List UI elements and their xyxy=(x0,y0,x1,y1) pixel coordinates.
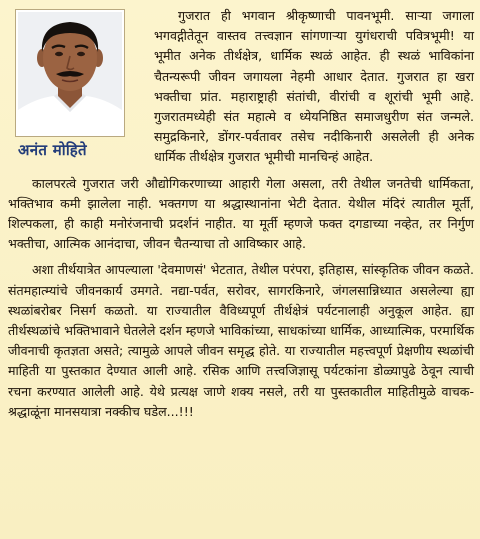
article-paragraph-3: अशा तीर्थयात्रेत आपल्याला 'देवमाणसं' भेटतात, तेथील परंपरा, इतिहास, सांस्कृतिक जीवन कळते. संतमहात्म्यांचे जीवनकार्य उमगते. नद्या-पर्वत, सरोवर, सागरकिनारे, जंगलसान्निध्यात असलेल्या ह्या स्थळांबरोबर निसर्ग कळतो. या राज्यातील वैविध्यपूर्ण तीर्थक्षेत्रं पर्यटनालाही अनुकूल आहेत. ह्या तीर्थस्थळांचे भक्तिभावाने घेतलेले दर्शन म्हणजे भाविकांच्या, साधकांच्या धार्मिक, आध्यात्मिक, परमार्थिक जीवनाची कृतज्ञता असते; त्यामुळे आपले जीवन समृद्ध होते. या राज्यातील महत्त्वपूर्ण प्रेक्षणीय स्थळांची माहिती या पुस्तकात देण्यात आली आहे. रसिक आणि तत्त्वजिज्ञासू पर्यटकांना डोळ्यापुढे ठेवून त्याची रचना करण्यात आलेली आहे. येथे प्रत्यक्ष जाणे शक्य नसले, तरी या पुस्तकातील माहितीमुळे वाचक-श्रद्धाळूंना मानसयात्रा नक्कीच घडेल...!!! xyxy=(8,262,474,419)
author-photo xyxy=(16,10,124,136)
author-name: अनंत मोहिते xyxy=(18,141,87,159)
article-body xyxy=(8,6,474,422)
article-paragraph-1: गुजरात ही भगवान श्रीकृष्णाची पावनभूमी. साऱ्या जगाला भगवद्गीतेतून वास्तव तत्त्वज्ञान सांगणाऱ्या युगंधराची पवित्रभूमी! या भूमीत अनेक तीर्थक्षेत्र, धार्मिक स्थळं आहेत. ही स्थळं भाविकांना चैतन्यरूपी जीवन जगायला नेहमी आधार देतात. गुजरात हा खरा भक्तीचा प्रांत. महाराष्ट्राही संतांची, वीरांची व शूरांची भूमी आहे. गुजरातमध्येही संत महात्मे व ध्येयनिष्ठित समाजधुरीण संत जन्मले. समुद्रकिनारे, डोंगर-पर्वतावर तसेच नदीकिनारी असलेली ही अनेक धार्मिक तीर्थक्षेत्र गुजरात भूमीची मानचिन्हं आहेत. xyxy=(154,8,474,165)
article-paragraph-2: कालपरत्वे गुजरात जरी औद्योगिकरणाच्या आहारी गेला असला, तरी तेथील जनतेची धार्मिकता, भक्तिभाव कमी झालेला नाही. भक्तगण या श्रद्धास्थानांना भेटी देतात. येथील मंदिरं त्यातील मूर्ती, शिल्पकला, ही काही मनोरंजनाची प्रदर्शनं नाहीत. या मूर्ती म्हणजे फक्त दगडाच्या नव्हेत, तर निर्गुण भक्तीचा, आत्मिक आनंदाचा, जीवन चैतन्याचा तो आविष्कार आहे. xyxy=(8,175,474,252)
author-portrait-block xyxy=(8,6,146,168)
author-photo-image xyxy=(18,12,122,134)
